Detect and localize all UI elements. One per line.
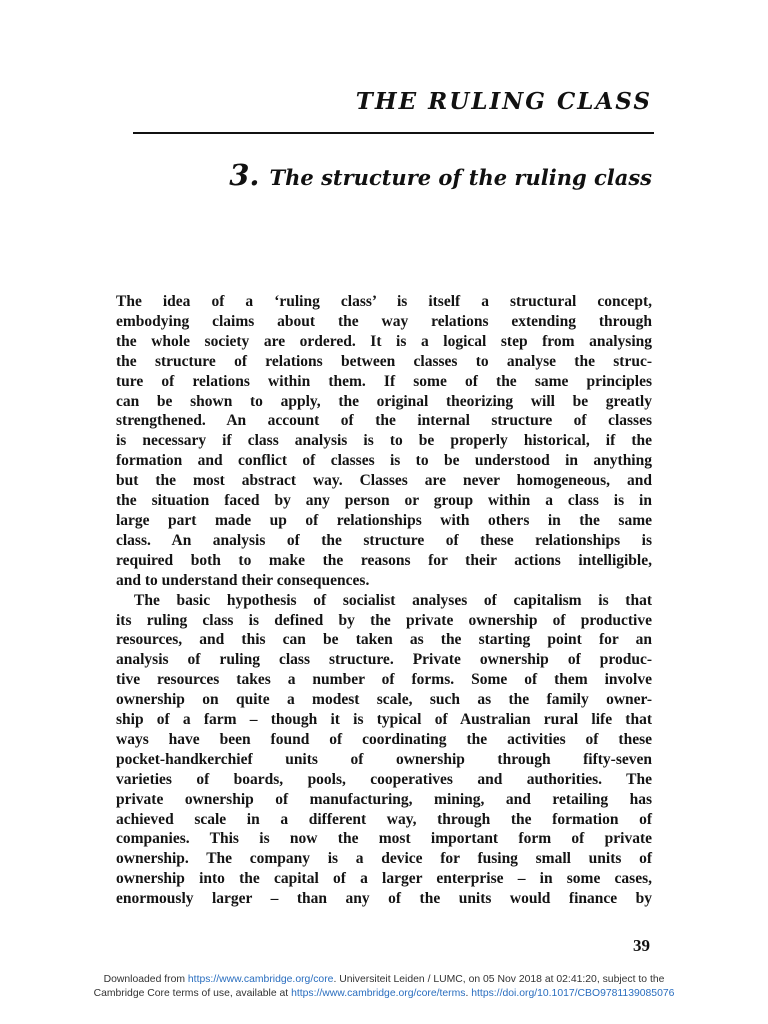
header-rule xyxy=(133,132,654,134)
doi-link[interactable]: https://doi.org/10.1017/CBO9781139085076 xyxy=(471,988,675,999)
paragraph-2 xyxy=(116,591,652,910)
text-line: the situation faced by any person or group within a class is in xyxy=(116,492,652,510)
text-line: formation and conflict of classes is to be understood in anything xyxy=(116,452,652,470)
text-line: is necessary if class analysis is to be properly historical, if the xyxy=(116,432,652,450)
chapter-heading xyxy=(229,158,652,192)
text-line: varieties of boards, pools, cooperatives and authorities. The xyxy=(116,770,652,788)
text-line: but the most abstract way. Classes are never homogeneous, and xyxy=(116,472,652,490)
text-line: enormously larger – than any of the units would finance by xyxy=(116,890,652,908)
text-line: strengthened. An account of the internal structure of classes xyxy=(116,412,652,430)
page-number: 39 xyxy=(633,936,650,955)
text-line: ship of a farm – though it is typical of Australian rural life that xyxy=(116,711,652,729)
text-line: resources, and this can be taken as the starting point for an xyxy=(116,631,652,649)
footer-line-1 xyxy=(0,973,768,987)
text-line: the whole society are ordered. It is a logical step from analysing xyxy=(116,332,652,350)
footer-terms-text: Cambridge Core terms of use, available at xyxy=(93,988,292,999)
text-line: ownership into the capital of a larger enterprise – in some cases, xyxy=(116,870,652,888)
footer-separator: . xyxy=(465,988,472,999)
running-head: THE RULING CLASS xyxy=(355,88,652,115)
text-line: ownership. The company is a device for fusing small units of xyxy=(116,850,652,868)
text-line: achieved scale in a different way, through the formation of xyxy=(116,810,652,828)
text-line: pocket-handkerchief units of ownership through fifty-seven xyxy=(116,750,652,768)
text-line: private ownership of manufacturing, mining, and retailing has xyxy=(116,790,652,808)
chapter-number: 3. xyxy=(229,158,260,192)
text-line: and to understand their consequences. xyxy=(116,571,370,589)
footer-line-2 xyxy=(0,987,768,1001)
body-text xyxy=(116,292,652,909)
terms-link[interactable]: https://www.cambridge.org/core/terms xyxy=(291,988,466,999)
text-line: ture of relations within them. If some of the same principles xyxy=(116,372,652,390)
text-line: large part made up of relationships with others in the same xyxy=(116,511,652,529)
text-line: ownership on quite a modest scale, such as the family owner- xyxy=(116,691,652,709)
download-footer xyxy=(0,973,768,1001)
chapter-title: The structure of the ruling class xyxy=(269,165,652,190)
text-line: class. An analysis of the structure of these relationships is xyxy=(116,531,652,549)
text-line: companies. This is now the most important form of private xyxy=(116,830,652,848)
footer-downloaded-text: Downloaded from xyxy=(103,974,188,985)
text-line: analysis of ruling class structure. Private ownership of produc- xyxy=(116,651,652,669)
text-line: tive resources takes a number of forms. Some of them involve xyxy=(116,671,652,689)
text-line: The idea of a ‘ruling class’ is itself a structural concept, xyxy=(116,293,652,310)
core-link[interactable]: https://www.cambridge.org/core xyxy=(187,974,334,985)
text-line: ways have been found of coordinating the activities of these xyxy=(116,730,652,748)
text-line: its ruling class is defined by the private ownership of productive xyxy=(116,611,652,629)
text-line: can be shown to apply, the original theorizing will be greatly xyxy=(116,392,652,410)
text-line: the structure of relations between classes to analyse the struc- xyxy=(116,352,652,370)
text-line: required both to make the reasons for their actions intelligible, xyxy=(116,551,652,569)
paragraph-1 xyxy=(116,292,652,591)
footer-institution-text: . Universiteit Leiden / LUMC, on 05 Nov 2018 at 02:41:20, subject to the xyxy=(333,974,665,985)
text-line: The basic hypothesis of socialist analyses of capitalism is that xyxy=(134,591,652,609)
text-line: embodying claims about the way relations extending through xyxy=(116,312,652,330)
